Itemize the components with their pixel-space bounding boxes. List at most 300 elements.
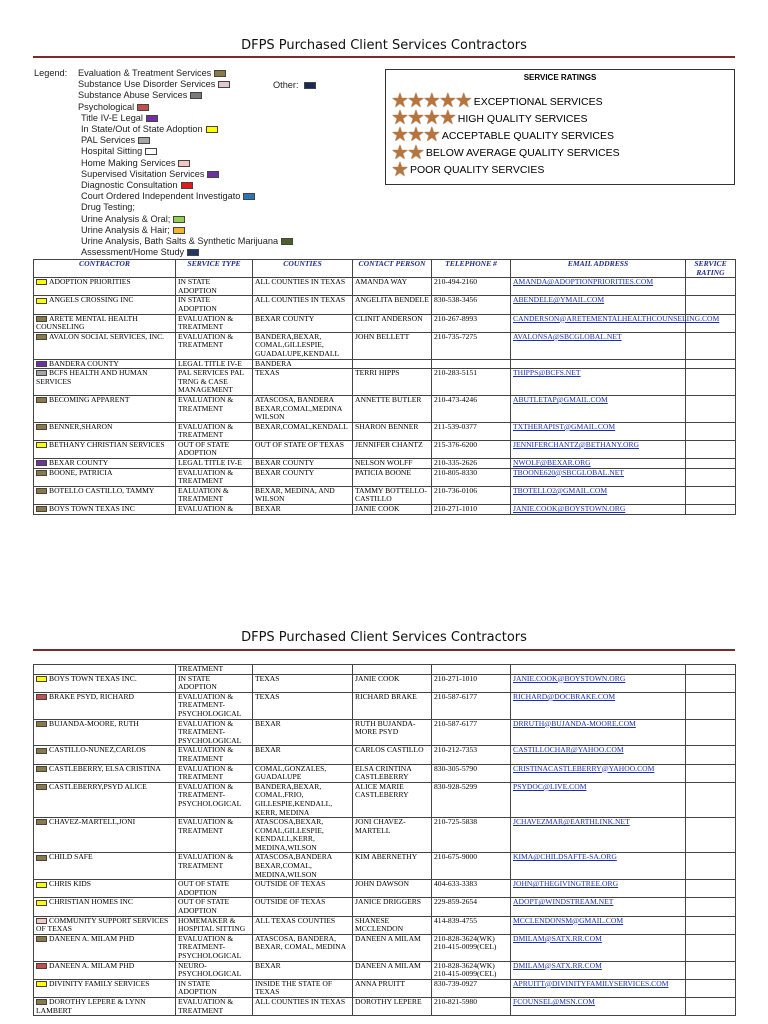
counties-cell: OUT OF STATE OF TEXAS [253,440,353,458]
service-color-swatch [36,694,47,700]
service-type-cell: EVALUATION & TREATMENT-PSYCHOLOGICAL [176,782,253,817]
table-row [34,719,736,746]
counties-cell: BEXAR, MEDINA, AND WILSON [253,486,353,504]
legend-item-label: Evaluation & Treatment Services [78,68,212,78]
contractor-name: CASTLEBERRY, ELSA CRISTINA [49,763,161,773]
star-icon: ★ [391,107,409,130]
contractor-name: CHILD SAFE [49,852,93,862]
email-link[interactable]: JENNIFERCHANTZ@BETHANY.ORG [513,439,640,449]
contractor-cell [34,296,176,314]
star-icon: ★ [422,124,441,147]
star-icon: ★ [391,90,409,112]
rating-cell [686,440,736,458]
contractor-cell [34,440,176,458]
counties-cell: BEXAR COUNTY [253,459,353,469]
counties-cell: INSIDE THE STATE OF TEXAS [253,979,353,997]
email-cell[interactable] [511,468,686,486]
contractor-name: BOTELLO CASTILLO, TAMMY [49,485,155,495]
legend-item-label: Urine Analysis & Oral; [81,213,171,224]
table-row [34,665,736,675]
counties-cell: BEXAR COUNTY [253,468,353,486]
service-color-swatch [36,784,47,790]
contact-cell: CLINIT ANDERSON [353,314,432,332]
table-row [34,440,736,458]
email-cell[interactable] [511,916,686,934]
table-row [34,692,736,719]
telephone-cell: 210-805-8330 [432,468,511,486]
table-row [34,916,736,934]
service-type-cell: EALUATION & TREATMENT [176,486,253,504]
counties-cell: ATASCOSA, BANDERA, BEXAR, COMAL, MEDINA [253,934,353,961]
counties-cell [253,665,353,675]
rating-cell [686,818,736,853]
rating-label: BELOW AVERAGE QUALITY SERVICES [425,147,620,160]
email-link[interactable]: NWOLF@BEXAR.ORG [513,458,591,468]
counties-cell: BANDERA [253,359,353,369]
counties-cell: ALL COUNTIES IN TEXAS [253,296,353,314]
legend-swatch [178,160,190,167]
service-color-swatch [36,819,47,825]
service-color-swatch [36,855,47,861]
email-cell[interactable] [511,395,686,422]
email-link[interactable]: TBOONE620@SBCGLOBAL.NET [513,467,624,477]
service-type-cell: HOMEMAKER & HOSPITAL SITTING [176,916,253,934]
email-link[interactable]: CANDERSON@ARETEMENTALHEALTHCOUNSELING.COM [513,313,720,323]
telephone-cell: 210-828-3624(WK) 210-415-0099(CEL) [432,934,511,961]
telephone-cell: 210-283-5151 [432,369,511,396]
column-header: COUNTIES [253,260,353,278]
email-cell[interactable] [511,934,686,961]
legend-swatch [281,238,293,245]
rating-cell [686,332,736,359]
contractor-name: BECOMING APPARENT [49,394,130,404]
contractor-cell [34,961,176,979]
star-icon: ★ [438,90,457,112]
email-cell[interactable] [511,818,686,853]
rating-cell [686,674,736,692]
contact-cell: SHARON BENNER [353,422,432,440]
email-link[interactable]: RICHARD@DOCBRAKE.COM [513,691,616,701]
email-cell[interactable] [511,440,686,458]
service-type-cell: EVALUATION & TREATMENT-PSYCHOLOGICAL [176,692,253,719]
contact-cell: CARLOS CASTILLO [353,746,432,764]
contact-cell: SHANESE MCCLENDON [353,916,432,934]
service-color-swatch [36,999,47,1005]
service-type-cell: EVALUATION & TREATMENT [176,746,253,764]
telephone-cell: 210-587-6177 [432,719,511,746]
contractor-name: DANEEN A. MILAM PHD [49,960,135,970]
rating-cell [686,961,736,979]
email-cell[interactable] [511,746,686,764]
contractor-name: COMMUNITY SUPPORT SERVICES OF TEXAS [36,915,169,934]
table-row [34,468,736,486]
telephone-cell: 215-376-6200 [432,440,511,458]
contact-cell: ANGELITA BENDELE [353,296,432,314]
telephone-cell: 210-271-1010 [432,674,511,692]
rating-cell [686,486,736,504]
table-row [34,422,736,440]
telephone-cell: 830-928-5299 [432,782,511,817]
email-cell[interactable] [511,898,686,916]
telephone-cell: 210-821-5980 [432,997,511,1015]
email-link[interactable]: ABENDELE@YMAIL.COM [513,295,605,305]
service-color-swatch [36,334,47,340]
rating-cell [686,880,736,898]
email-cell[interactable] [511,505,686,515]
legend-item [81,180,193,191]
service-type-cell: PAL SERVICES PAL TRNG & CASE MANAGEMENT [176,369,253,396]
service-type-cell: EVALUATION & TREATMENT [176,314,253,332]
legend-item-label: Substance Abuse Services [78,90,188,101]
contractor-cell [34,997,176,1015]
email-cell[interactable] [511,961,686,979]
email-link[interactable]: AVALONSA@SBCGLOBAL.NET [513,331,622,341]
counties-cell: TEXAS [253,369,353,396]
table-row [34,314,736,332]
legend-swatch [243,193,255,200]
email-cell[interactable] [511,782,686,817]
service-type-cell: IN STATE ADOPTION [176,278,253,296]
table-row [34,395,736,422]
contractor-name: BETHANY CHRISTIAN SERVICES [49,439,165,449]
email-cell[interactable] [511,422,686,440]
contact-cell: JENNIFER CHANTZ [353,440,432,458]
contractor-cell [34,880,176,898]
contractor-name: DANEEN A. MILAM PHD [49,933,135,943]
legend-item [78,102,149,113]
column-header: TELEPHONE # [432,260,511,278]
rating-cell [686,296,736,314]
star-icon: ★ [406,141,425,164]
service-color-swatch [36,279,47,285]
counties-cell: BEXAR [253,746,353,764]
counties-cell: ATASCOSA,BANDERA BEXAR,COMAL, MEDINA,WILSON [253,853,353,880]
contractor-name: BOYS TOWN TEXAS INC [49,504,135,514]
rating-cell [686,719,736,746]
service-type-cell: LEGAL TITLE IV-E [176,359,253,369]
contractor-cell [34,278,176,296]
contractor-cell [34,674,176,692]
telephone-cell: 210-267-8993 [432,314,511,332]
telephone-cell: 210-473-4246 [432,395,511,422]
service-type-cell: IN STATE ADOPTION [176,979,253,997]
telephone-cell: 404-633-3383 [432,880,511,898]
contractors-table-1 [33,259,736,515]
contact-cell: RICHARD BRAKE [353,692,432,719]
rating-label: EXCEPTIONAL SERVICES [473,95,603,108]
service-color-swatch [36,298,47,304]
page-title-2: DFPS Purchased Client Services Contractors [241,630,527,645]
contractor-cell [34,369,176,396]
email-cell[interactable] [511,853,686,880]
service-type-cell: TREATMENT [176,665,253,675]
table-row [34,818,736,853]
contact-cell: ALICE MARIE CASTLEBERRY [353,782,432,817]
service-color-swatch [36,316,47,322]
service-type-cell: EVALUATION & TREATMENT [176,422,253,440]
email-link[interactable]: ADOPT@WINDSTREAM.NET [513,897,614,907]
table-row [34,997,736,1015]
contractor-name: ARETE MENTAL HEALTH COUNSELING [36,313,138,332]
contact-cell: DANEEN A MILAM [353,934,432,961]
legend-swatch [187,249,199,256]
table-row [34,898,736,916]
service-type-cell: EVALUATION & TREATMENT-PSYCHOLOGICAL [176,934,253,961]
service-type-cell: EVALUATION & TREATMENT [176,468,253,486]
contractor-cell [34,818,176,853]
telephone-cell [432,665,511,675]
email-link[interactable]: JANIE.COOK@BOYSTOWN.ORG [513,504,626,514]
service-type-cell: OUT OF STATE ADOPTION [176,440,253,458]
service-type-cell: OUT OF STATE ADOPTION [176,880,253,898]
legend-item [78,68,226,79]
email-cell[interactable] [511,486,686,504]
legend-item-label: Supervised Visitation Services [81,168,205,179]
legend-item-label: Urine Analysis, Bath Salts & Synthetic Marijuana [81,236,279,246]
contractor-cell [34,719,176,746]
contact-cell: ELSA CRINTINA CASTLEBERRY [353,764,432,782]
contractor-name: BCFS HEALTH AND HUMAN SERVICES [36,368,148,386]
legend-swatch [137,104,149,111]
counties-cell: ALL COUNTIES IN TEXAS [253,997,353,1015]
email-cell[interactable] [511,313,720,332]
rating-cell [686,692,736,719]
contractor-cell [34,505,176,515]
table-row [34,674,736,692]
email-link[interactable]: AMANDA@ADOPTIONPRIORITIES.COM [513,277,654,287]
telephone-cell: 210-725-5838 [432,818,511,853]
counties-cell: BEXAR [253,961,353,979]
table-row [34,459,736,469]
table-row [34,853,736,880]
email-cell[interactable] [511,880,686,898]
counties-cell: BANDERA,BEXAR, COMAL,FRIO, GILLESPIE,KENDALL, KERR, MEDINA [253,782,353,817]
service-color-swatch [36,397,47,403]
contractor-cell [34,332,176,359]
email-link[interactable]: FCOUNSEL@MSN.COM [513,996,595,1006]
service-color-swatch [36,721,47,727]
contractor-name: AVALON SOCIAL SERVICES, INC. [49,331,165,341]
legend-swatch [214,70,226,77]
counties-cell: ATASCOSA,BEXAR, COMAL,GILLESPIE, KENDALL,KERR, MEDINA,WILSON [253,818,353,853]
contractor-name: BRAKE PSYD, RICHARD [49,691,135,701]
telephone-cell: 210-735-7275 [432,332,511,359]
contractor-cell [34,782,176,817]
email-link[interactable]: THIPPS@BCFS.NET [513,368,581,378]
legend-item [81,124,218,135]
contact-cell: ANNETTE BUTLER [353,395,432,422]
table-row [34,505,736,515]
contractor-cell [34,916,176,934]
column-header: CONTACT PERSON [353,260,432,278]
service-color-swatch [36,748,47,754]
email-link[interactable]: PSYDOC@LIVE.COM [513,781,587,791]
legend-item-label: In State/Out of State Adoption [81,124,203,134]
legend-item-label: Title IV-E Legal [81,112,143,123]
table-row [34,746,736,764]
telephone-cell: 210-494-2160 [432,278,511,296]
email-link[interactable]: JANIE.COOK@BOYSTOWN.ORG [513,673,626,683]
contact-cell: JANIE COOK [353,674,432,692]
table-row [34,979,736,997]
service-color-swatch [36,936,47,942]
star-icon: ★ [454,90,473,112]
legend-swatch [173,227,185,234]
contractor-cell [34,314,176,332]
counties-cell: TEXAS [253,692,353,719]
star-icon: ★ [422,107,441,130]
contractor-name: BOYS TOWN TEXAS INC. [49,673,137,683]
star-icon: ★ [406,124,425,147]
rating-cell [686,395,736,422]
legend-item-label: Assessment/Home Study [81,247,185,258]
contractor-cell [34,934,176,961]
telephone-cell: 210-828-3624(WK) 210-415-0099(CEL) [432,961,511,979]
service-type-cell: IN STATE ADOPTION [176,296,253,314]
service-type-cell: EVALUATION & [176,505,253,515]
contractor-name: BOONE, PATRICIA [49,467,113,477]
table-row [34,332,736,359]
telephone-cell: 229-859-2654 [432,898,511,916]
email-cell[interactable] [511,674,686,692]
rating-cell [686,979,736,997]
rating-cell [686,997,736,1015]
contractor-cell [34,395,176,422]
legend-swatch [207,171,219,178]
legend-item [81,225,185,236]
telephone-cell: 211-539-0377 [432,422,511,440]
email-link[interactable]: ABUTLETAP@GMAIL.COM [513,394,608,404]
table-row [34,961,736,979]
email-link[interactable]: JCHAVEZMAR@EARTHLINK.NET [513,817,630,827]
email-link[interactable]: CASTILLOCHAR@YAHOO.COM [513,745,624,755]
legend-swatch [173,216,185,223]
contractor-name: BUJANDA-MOORE, RUTH [49,718,139,728]
table-row [34,880,736,898]
telephone-cell: 414-839-4755 [432,916,511,934]
rating-label: ACCEPTABLE QUALITY SERVICES [441,129,614,142]
email-link[interactable]: MCCLENDONSM@GMAIL.COM [513,915,624,925]
email-link[interactable]: JOHN@THEGIVINGTREE.ORG [513,879,619,889]
contact-cell: TAMMY BOTTELLO-CASTILLO [353,486,432,504]
email-cell[interactable] [511,997,686,1015]
legend-item-label: Substance Use Disorder Services [78,79,216,90]
contact-cell: KIM ABERNETHY [353,853,432,880]
service-color-swatch [36,766,47,772]
service-color-swatch [36,488,47,494]
legend-item [81,214,185,225]
email-link[interactable]: TBOTELLO2@GMAIL.COM [513,485,608,495]
legend-swatch [145,148,157,155]
rating-row [391,141,620,164]
service-color-swatch [36,918,47,924]
contact-cell: DANEEN A MILAM [353,961,432,979]
email-cell[interactable] [511,979,686,997]
telephone-cell: 210-212-7353 [432,746,511,764]
email-cell[interactable] [511,369,686,396]
email-link[interactable]: TXTHERAPIST@GMAIL.COM [513,421,616,431]
rating-cell [686,505,736,515]
legend-item-label: Court Ordered Independent Investigato [81,191,241,202]
email-link[interactable]: DMILAM@SATX.RR.COM [513,960,602,970]
counties-cell: BEXAR COUNTY [253,314,353,332]
table-row [34,486,736,504]
service-ratings-title: SERVICE RATINGS [523,73,597,82]
email-link[interactable]: DRRUTH@BUJANDA-MOORE.COM [513,718,636,728]
contractor-name: ANGELS CROSSING INC [49,295,134,305]
email-link[interactable]: KIMA@CHILDSAFTE-SA.ORG [513,852,617,862]
counties-cell: OUTSIDE OF TEXAS [253,898,353,916]
telephone-cell: 830-538-3456 [432,296,511,314]
contractor-name: CASTILLO-NUNEZ,CARLOS [49,745,146,755]
counties-cell: OUTSIDE OF TEXAS [253,880,353,898]
legend-swatch [190,92,202,99]
table-header-row [34,260,736,278]
rating-label: HIGH QUALITY SERVICES [457,112,588,125]
contact-cell: JANICE DRIGGERS [353,898,432,916]
service-color-swatch [36,882,47,888]
counties-cell: BEXAR [253,719,353,746]
counties-cell: TEXAS [253,674,353,692]
contact-cell: NELSON WOLFF [353,459,432,469]
counties-cell: COMAL,GONZALES, GUADALUPE [253,764,353,782]
rating-cell [686,459,736,469]
legend-item [81,146,157,157]
email-link[interactable]: APRUITT@DIVINITYFAMILYSERVICES.COM [513,978,669,988]
contractor-cell [34,746,176,764]
email-cell[interactable] [511,719,686,746]
legend-item-label: Drug Testing; [81,202,135,213]
service-type-cell: LEGAL TITLE IV-E [176,459,253,469]
service-color-swatch [36,506,47,512]
email-cell[interactable] [511,692,686,719]
email-cell[interactable] [511,296,686,314]
contractor-cell [34,692,176,719]
email-link[interactable]: CRISTINACASTLEBERRY@YAHOO.COM [513,763,655,773]
contact-cell [353,665,432,675]
contractors-table-2 [33,664,736,1016]
rating-cell [686,369,736,396]
column-header: SERVICE RATING [686,260,736,278]
contractor-cell [34,422,176,440]
service-type-cell: EVALUATION & TREATMENT-PSYCHOLOGICAL [176,719,253,746]
service-type-cell: EVALUATION & TREATMENT [176,818,253,853]
legend-prefix: Legend: [34,68,68,78]
email-cell[interactable] [511,764,686,782]
title-rule-2 [33,649,735,651]
legend-item [78,90,202,101]
email-cell[interactable] [511,278,686,296]
column-header: CONTRACTOR [34,260,176,278]
star-icon: ★ [391,141,409,164]
contractor-name: BEXAR COUNTY [49,458,109,468]
counties-cell: ALL COUNTIES IN TEXAS [253,278,353,296]
counties-cell: ALL TEXAS COUNTIES [253,916,353,934]
legend-item-label: PAL Services [81,135,136,146]
email-cell[interactable] [511,332,686,359]
rating-cell [686,853,736,880]
contact-cell: PATICIA BOONE [353,468,432,486]
star-icon: ★ [438,107,457,130]
email-link[interactable]: DMILAM@SATX.RR.COM [513,933,602,943]
telephone-cell: 830-305-5790 [432,764,511,782]
page-title: DFPS Purchased Client Services Contractors [241,38,527,53]
star-icon: ★ [391,158,409,181]
legend-other-swatch [304,82,316,89]
legend-item-label: Urine Analysis & Hair; [81,224,170,235]
rating-cell [686,746,736,764]
contractor-name: CHRIS KIDS [49,879,91,889]
